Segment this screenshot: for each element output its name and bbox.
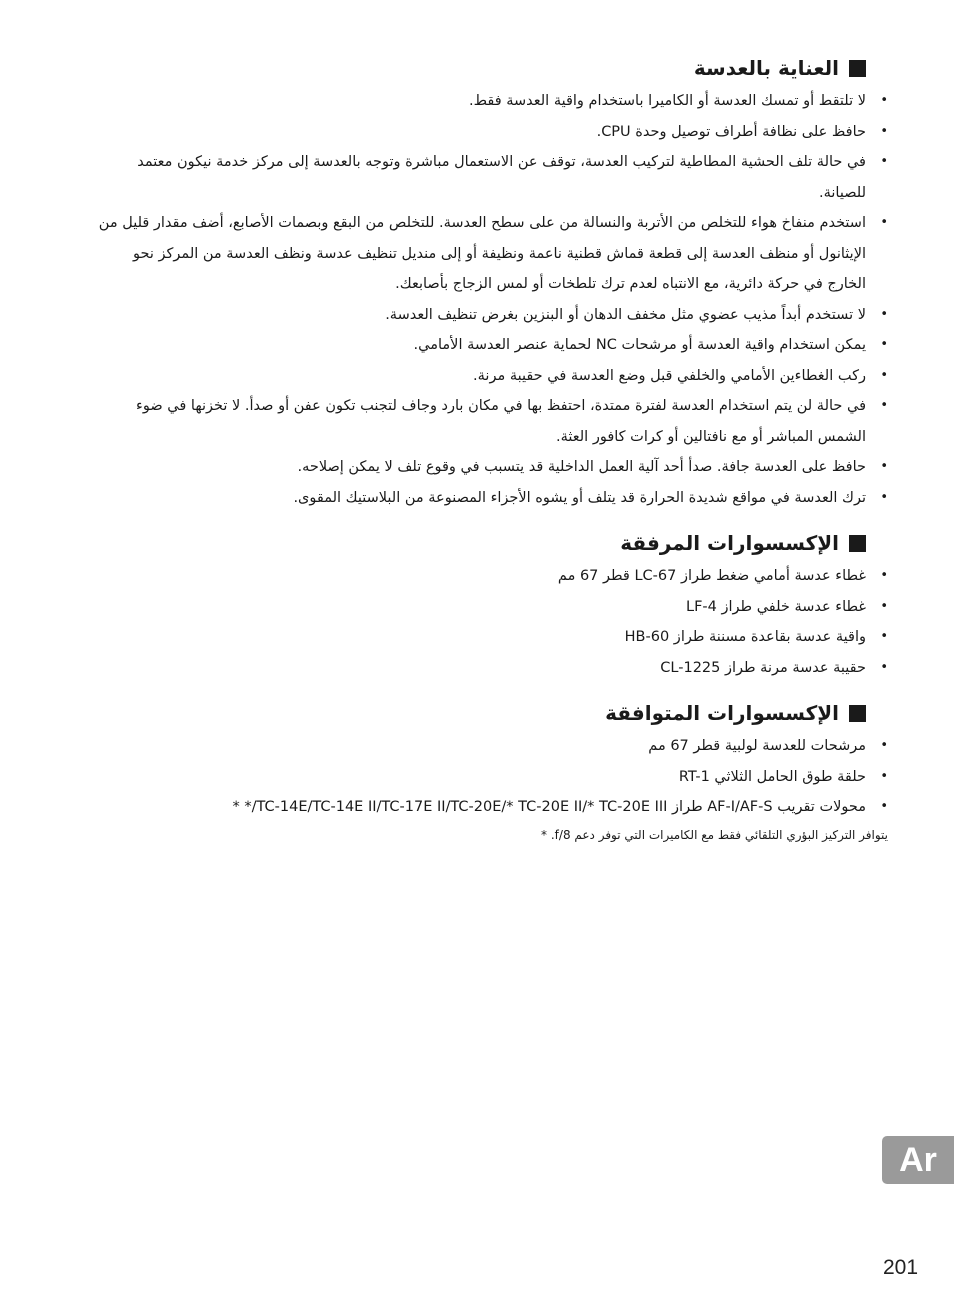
list-item: ركب الغطاءين الأمامي والخلفي قبل وضع العدسة في حقيبة مرنة. • bbox=[94, 361, 866, 392]
list-item: يمكن استخدام واقية العدسة أو مرشحات NC لحماية عنصر العدسة الأمامي. • bbox=[94, 330, 866, 361]
bullet-list bbox=[94, 731, 866, 823]
list-item: حافظ على نظافة أطراف توصيل وحدة CPU. • bbox=[94, 117, 866, 148]
section-title: الإكسسوارات المتوافقة bbox=[605, 701, 839, 725]
list-item: مرشحات للعدسة لولبية قطر 67 مم • bbox=[94, 731, 866, 762]
heading-square-icon bbox=[849, 705, 866, 722]
footnote: يتوافر التركيز البؤري التلقائي فقط مع الكاميرات التي توفر دعم f/8. * bbox=[541, 827, 888, 842]
list-item: في حالة لن يتم استخدام العدسة لفترة ممتدة، احتفظ بها في مكان بارد وجاف لتجنب تكون عفن أو صدأ. لا تخزنها في ضوء الشمس المباشر أو مع نافتالين أو كرات كافور العثة. • bbox=[94, 391, 866, 452]
language-tab: Ar bbox=[882, 1136, 954, 1184]
list-item: حافظ على العدسة جافة. صدأ أحد آلية العمل الداخلية قد يتسبب في وقوع تلف لا يمكن إصلاحه. • bbox=[94, 452, 866, 483]
heading-square-icon bbox=[849, 535, 866, 552]
bullet-list bbox=[94, 86, 866, 513]
list-item: استخدم منفاخ هواء للتخلص من الأتربة والنسالة من على سطح العدسة. للتخلص من البقع وبصمات الأصابع، أضف مقدار قليل من الإيثانول أو منظف العدسة إلى قطعة قماش قطنية ناعمة ونظيفة أو إلى منديل تنظيف عدسة ونظف العدسة من المركز نحو الخارج في حركة دائرية، مع الانتباه لعدم ترك تلطخات أو لمس الزجاج بأصابعك. • bbox=[94, 208, 866, 300]
list-item: غطاء عدسة خلفي طراز LF-4 • bbox=[94, 592, 866, 623]
section-heading bbox=[94, 697, 866, 729]
list-item: حلقة طوق الحامل الثلاثي RT-1 • bbox=[94, 762, 866, 793]
list-item: حقيبة عدسة مرنة طراز CL-1225 • bbox=[94, 653, 866, 684]
list-item: محولات تقريب AF-I/AF-S طراز TC-14E/TC-14E II/TC-17E II/TC-20E/* TC-20E II/* TC-20E III/* * • bbox=[94, 792, 866, 823]
list-item: لا تلتقط أو تمسك العدسة أو الكاميرا باستخدام واقية العدسة فقط. • bbox=[94, 86, 866, 117]
heading-square-icon bbox=[849, 60, 866, 77]
bullet-list bbox=[94, 561, 866, 683]
list-item: لا تستخدم أبداً مذيب عضوي مثل مخفف الدهان أو البنزين بغرض تنظيف العدسة. • bbox=[94, 300, 866, 331]
section-heading bbox=[94, 527, 866, 559]
list-item: ترك العدسة في مواقع شديدة الحرارة قد يتلف أو يشوه الأجزاء المصنوعة من البلاستيك المقوى. • bbox=[94, 483, 866, 514]
lens-care-section bbox=[94, 52, 866, 513]
page-number: 201 bbox=[883, 1256, 919, 1279]
section-title: الإكسسوارات المرفقة bbox=[620, 531, 839, 555]
supplied-accessories-section bbox=[94, 527, 866, 683]
list-item: غطاء عدسة أمامي ضغط طراز LC-67 قطر 67 مم • bbox=[94, 561, 866, 592]
compatible-accessories-section bbox=[94, 697, 888, 845]
section-heading bbox=[94, 52, 866, 84]
list-item: واقية عدسة بقاعدة مسننة طراز HB-60 • bbox=[94, 622, 866, 653]
section-title: العناية بالعدسة bbox=[693, 56, 839, 80]
page-content bbox=[94, 52, 888, 859]
list-item: في حالة تلف الحشية المطاطية لتركيب العدسة، توقف عن الاستعمال مباشرة وتوجه بالعدسة إلى مركز خدمة نيكون معتمد للصيانة. • bbox=[94, 147, 866, 208]
